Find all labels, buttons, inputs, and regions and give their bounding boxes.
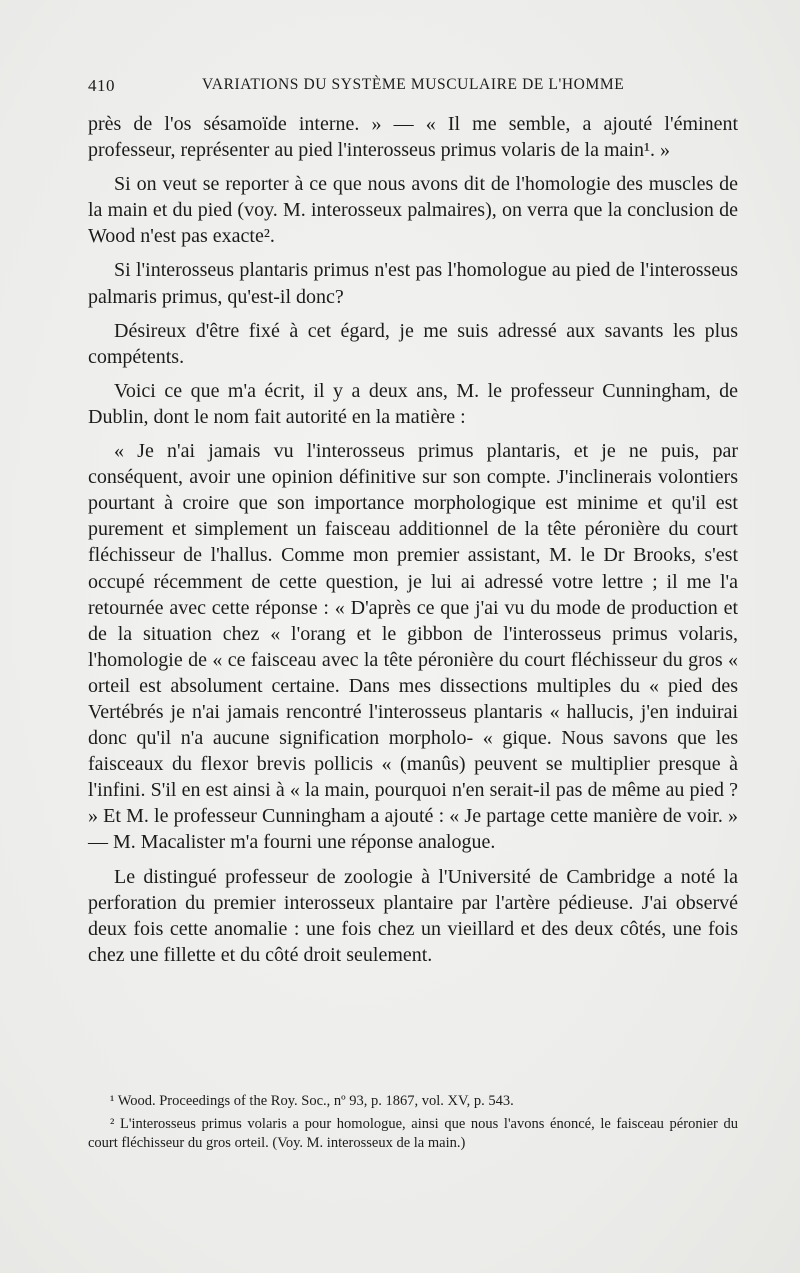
page-header [88, 76, 738, 100]
footnotes [88, 1092, 738, 1157]
paragraph-6-quotation: « Je n'ai jamais vu l'interosseus primus plantaris, et je ne puis, par conséquent, avoir une opinion définitive sur son compte. J'inclinerais volontiers pourtant à croire que son importance morphologique est minime et qu'il est purement et simplement un faisceau additionnel de la tête péronière du court fléchisseur de l'hallus. Comme mon premier assistant, M. le Dr Brooks, s'est occupé récemment de cette question, je lui ai adressé votre lettre ; il me l'a retournée avec cette réponse : « D'après ce que j'ai vu du mode de production et de la situation chez « l'orang et le gibbon de l'interosseus primus volaris, l'homologie de « ce faisceau avec la tête péronière du court fléchisseur du gros « orteil est absolument certaine. Dans mes dissections multiples du « pied des Vertébrés je n'ai jamais rencontré l'interosseus plantaris « hallucis, j'en induirai donc qu'il n'a aucune signification morpholo- « gique. Nous savons que les faisceaux du flexor brevis pollicis « (manûs) peuvent se multiplier presque à l'infini. S'il en est ainsi à « la main, pourquoi n'en serait-il pas de même au pied ? » Et M. le professeur Cunningham a ajouté : « Je partage cette manière de voir. » — M. Macalister m'a fourni une réponse analogue. [88, 440, 738, 854]
footnote-1: ¹ Wood. Proceedings of the Roy. Soc., nº 93, p. 1867, vol. XV, p. 543. [110, 1093, 514, 1109]
footnote-2: ² L'interosseus primus volaris a pour homologue, ainsi que nous l'avons énoncé, le faisceau péronier du court fléchisseur du gros orteil. (Voy. M. interosseux de la main.) [88, 1115, 738, 1151]
paragraph-2: Si on veut se reporter à ce que nous avons dit de l'homologie des muscles de la main et du pied (voy. M. interosseux palmaires), on verra que la conclusion de Wood n'est pas exacte². [88, 173, 738, 248]
paragraph-1: près de l'os sésamoïde interne. » — « Il me semble, a ajouté l'éminent professeur, représenter au pied l'interosseus primus volaris de la main¹. » [88, 113, 738, 162]
paragraph-4: Désireux d'être fixé à cet égard, je me suis adressé aux savants les plus compétents. [88, 319, 738, 368]
paragraph-3: Si l'interosseus plantaris primus n'est pas l'homologue au pied de l'interosseus palmaris primus, qu'est-il donc? [88, 259, 738, 308]
paragraph-5: Voici ce que m'a écrit, il y a deux ans, M. le professeur Cunningham, de Dublin, dont le nom fait autorité en la matière : [88, 379, 738, 428]
running-title: VARIATIONS DU SYSTÈME MUSCULAIRE DE L'HOMME [202, 76, 625, 93]
paragraph-7: Le distingué professeur de zoologie à l'Université de Cambridge a noté la perforation du premier interosseux plantaire par l'artère pédieuse. J'ai observé deux fois cette anomalie : une fois chez un vieillard et des deux côtés, une fois chez une fillette et du côté droit seulement. [88, 865, 738, 966]
footnote-separator [88, 1068, 738, 1069]
body-text [88, 111, 738, 976]
page-number: 410 [88, 76, 115, 95]
